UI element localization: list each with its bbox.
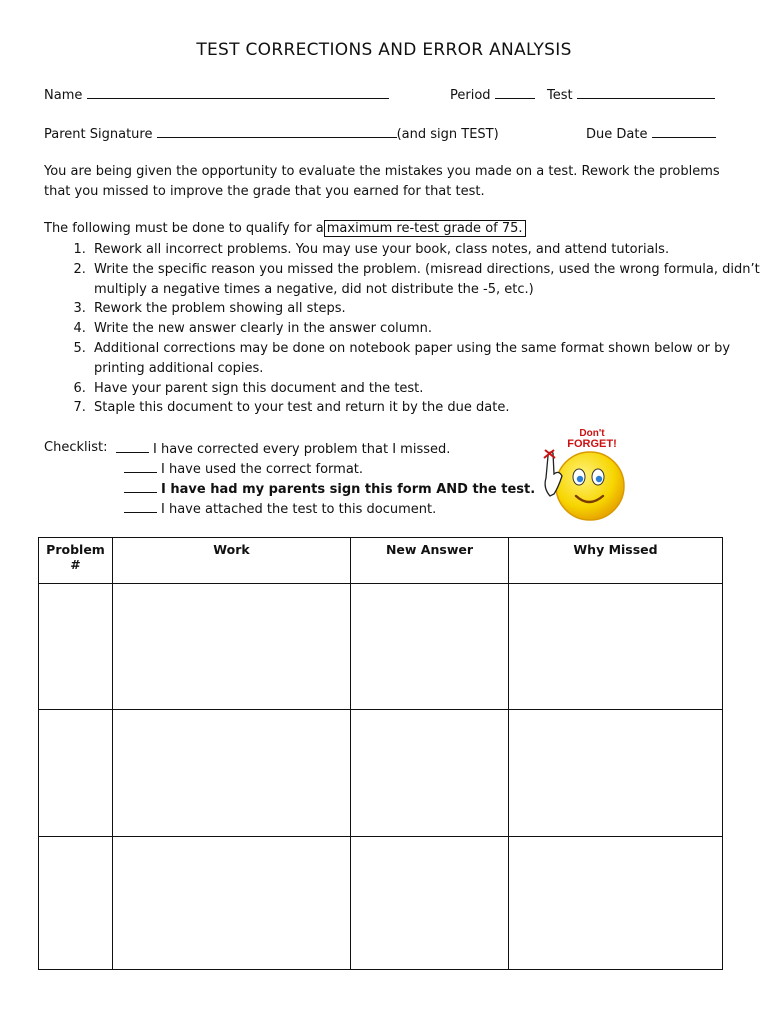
intro-paragraph: You are being given the opportunity to evaluate the mistakes you made on a test. Rework the problems that you missed to improve the grade that you earned for that test. bbox=[44, 164, 720, 199]
table-row bbox=[39, 837, 723, 970]
checklist-blank[interactable] bbox=[124, 500, 157, 513]
dont-forget-smiley-icon bbox=[528, 426, 628, 526]
test-row bbox=[547, 85, 715, 103]
table-cell[interactable] bbox=[351, 837, 509, 970]
period-field[interactable] bbox=[495, 85, 535, 99]
test-field[interactable] bbox=[577, 85, 715, 99]
table-row bbox=[39, 710, 723, 837]
column-header-new-answer: New Answer bbox=[351, 538, 509, 584]
column-header-work: Work bbox=[113, 538, 351, 584]
due-date-row bbox=[586, 124, 716, 142]
checklist-item bbox=[124, 480, 535, 497]
due-date-label: Due Date bbox=[586, 127, 648, 142]
checklist-text: I have used the correct format. bbox=[161, 462, 364, 477]
period-row bbox=[450, 85, 535, 103]
qualify-line bbox=[44, 221, 526, 236]
table-cell[interactable] bbox=[351, 584, 509, 710]
checklist-item bbox=[124, 500, 436, 517]
checklist-item bbox=[116, 440, 450, 457]
name-row bbox=[44, 85, 389, 103]
checklist-label: Checklist: bbox=[44, 440, 108, 455]
table-cell[interactable] bbox=[113, 710, 351, 837]
table-row bbox=[39, 584, 723, 710]
badge-text-line2: FORGET! bbox=[567, 438, 617, 450]
parent-signature-row bbox=[44, 124, 499, 142]
checklist-blank[interactable] bbox=[116, 440, 149, 453]
table-cell[interactable] bbox=[113, 584, 351, 710]
parent-signature-field[interactable] bbox=[157, 124, 397, 138]
column-header-problem: Problem # bbox=[39, 538, 113, 584]
rule-item: 5. Additional corrections may be done on notebook paper using the same format shown below or by printing additional copies. bbox=[90, 339, 768, 379]
rule-item: 6. Have your parent sign this document and the test. bbox=[90, 379, 768, 399]
checklist-text: I have attached the test to this document. bbox=[161, 502, 437, 517]
parent-signature-label: Parent Signature bbox=[44, 127, 153, 142]
smiley-pupil bbox=[596, 476, 602, 482]
table-cell[interactable] bbox=[39, 584, 113, 710]
checklist-item bbox=[124, 460, 363, 477]
name-field[interactable] bbox=[87, 85, 389, 99]
table-cell[interactable] bbox=[113, 837, 351, 970]
name-label: Name bbox=[44, 88, 83, 103]
checklist-blank[interactable] bbox=[124, 480, 157, 493]
rule-item: 4. Write the new answer clearly in the answer column. bbox=[90, 319, 768, 339]
checklist-text: I have corrected every problem that I missed. bbox=[153, 442, 451, 457]
table-cell[interactable] bbox=[509, 837, 723, 970]
due-date-field[interactable] bbox=[652, 124, 716, 138]
rule-item: 1. Rework all incorrect problems. You may use your book, class notes, and attend tutorials. bbox=[90, 240, 768, 260]
period-label: Period bbox=[450, 88, 491, 103]
checklist-blank[interactable] bbox=[124, 460, 157, 473]
rules-list bbox=[44, 240, 768, 418]
checklist-text: I have had my parents sign this form AND the test. bbox=[161, 482, 536, 497]
badge-text-line1: Don't bbox=[579, 428, 605, 439]
rule-item: 7. Staple this document to your test and return it by the due date. bbox=[90, 398, 768, 418]
test-label: Test bbox=[547, 88, 573, 103]
table-cell[interactable] bbox=[509, 710, 723, 837]
table-cell[interactable] bbox=[39, 837, 113, 970]
qualify-prefix: The following must be done to qualify for a bbox=[44, 221, 324, 236]
smiley-pupil bbox=[577, 476, 583, 482]
rule-item: 2. Write the specific reason you missed the problem. (misread directions, used the wrong formula, didn’t multiply a negative times a negative, did not distribute the -5, etc.) bbox=[90, 260, 768, 300]
page-title: TEST CORRECTIONS AND ERROR ANALYSIS bbox=[196, 40, 572, 60]
sign-test-note: (and sign TEST) bbox=[396, 127, 499, 142]
column-header-why-missed: Why Missed bbox=[509, 538, 723, 584]
rule-item: 3. Rework the problem showing all steps. bbox=[90, 299, 768, 319]
table-cell[interactable] bbox=[351, 710, 509, 837]
qualify-highlight: maximum re-test grade of 75. bbox=[324, 220, 526, 237]
smiley-face bbox=[556, 452, 624, 520]
table-cell[interactable] bbox=[39, 710, 113, 837]
table-header-row bbox=[39, 538, 723, 584]
corrections-table bbox=[38, 537, 723, 970]
table-cell[interactable] bbox=[509, 584, 723, 710]
